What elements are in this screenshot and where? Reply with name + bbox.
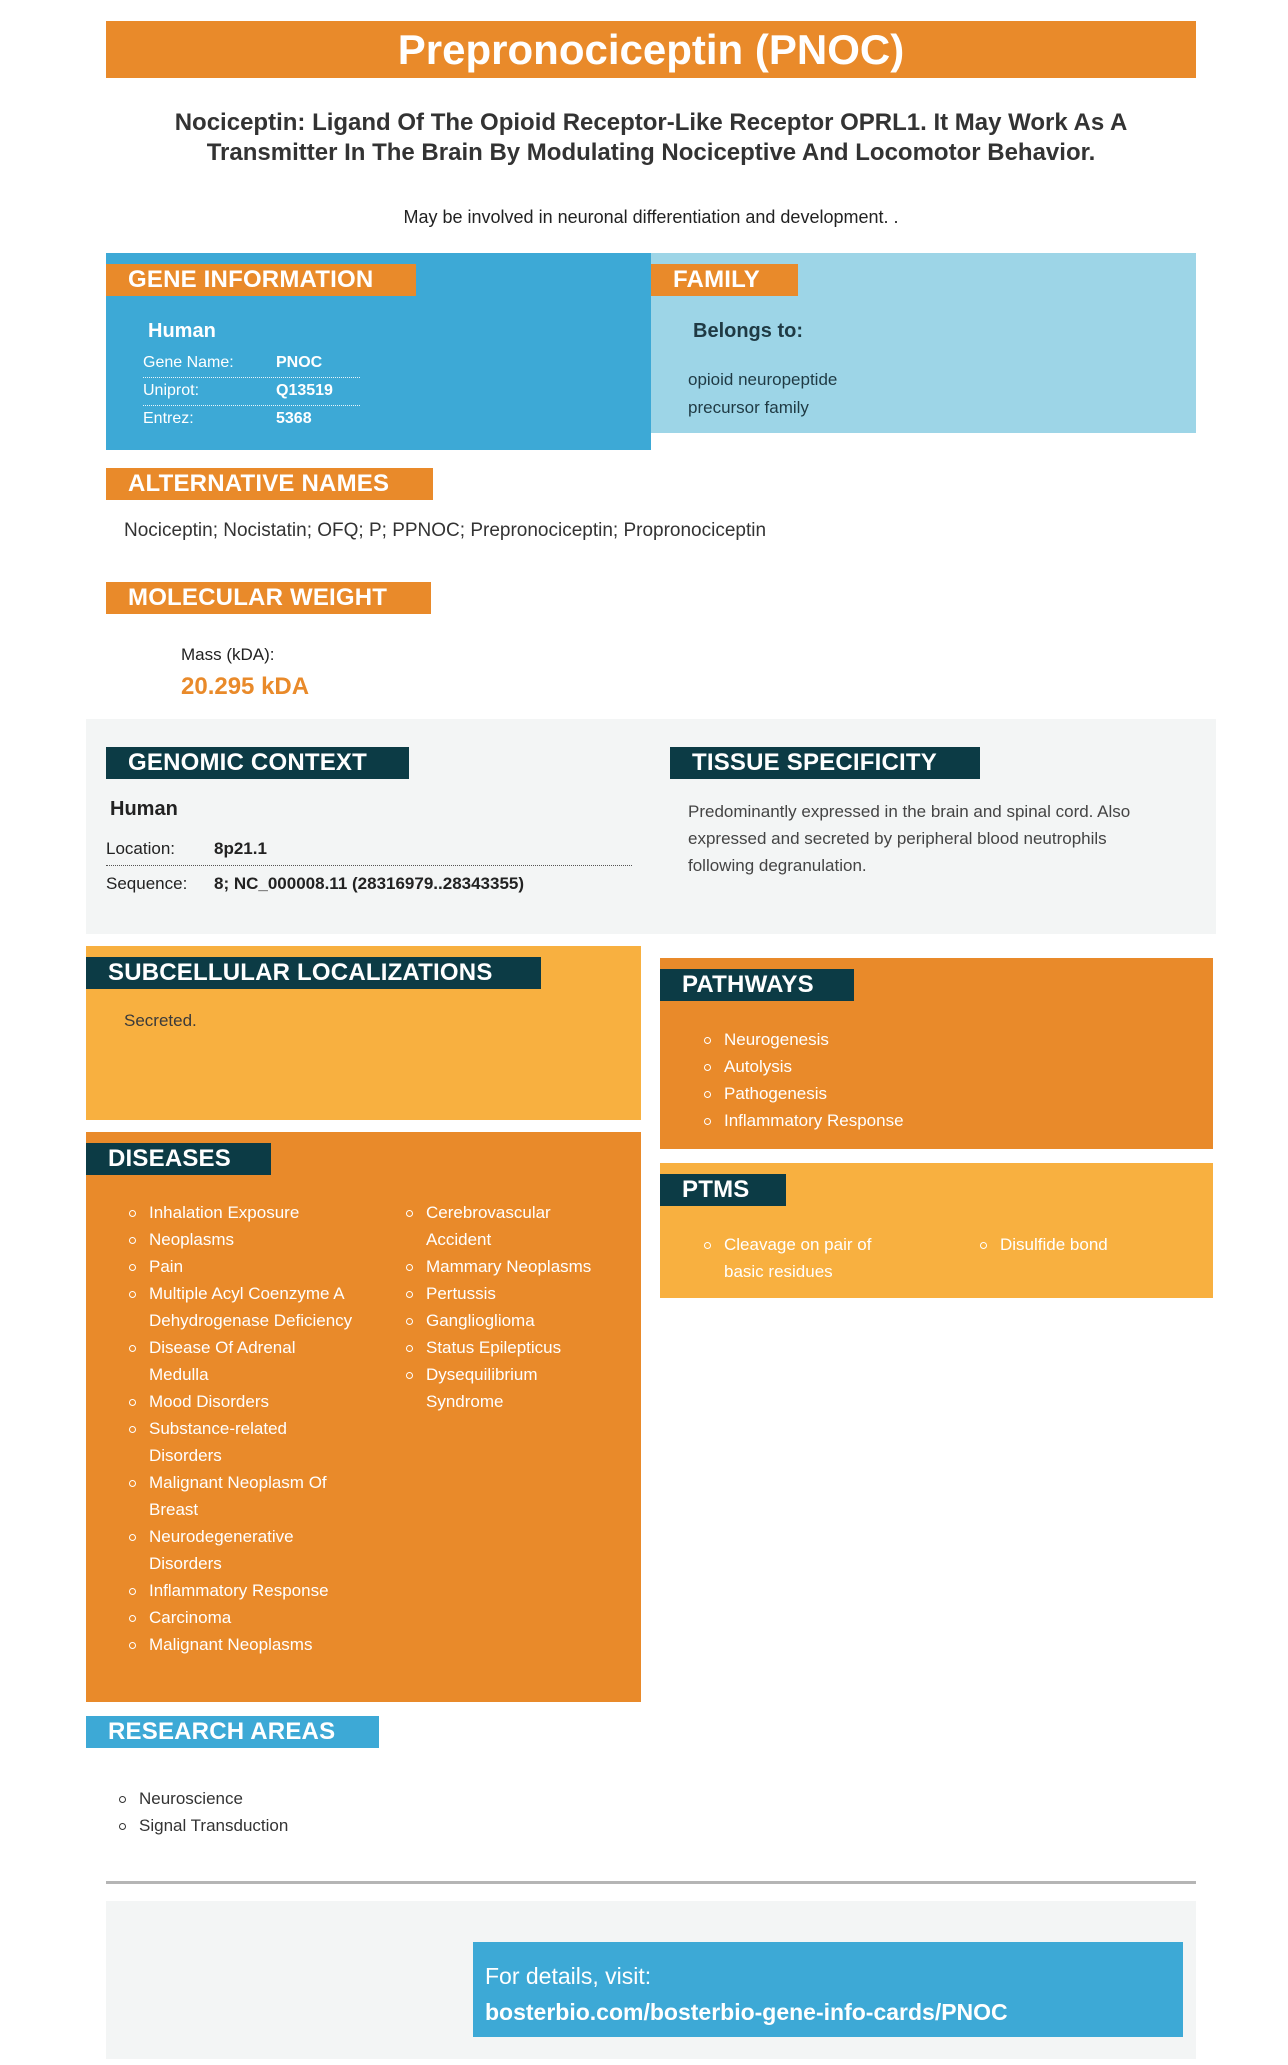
family-belongs-label: Belongs to:	[693, 320, 803, 342]
genomic-location-row	[106, 834, 632, 866]
list-item: Signal Transduction	[119, 1812, 288, 1839]
diseases-list-col2	[406, 1199, 616, 1415]
mass-value: 20.295 kDA	[181, 673, 310, 700]
list-item: Mood Disorders	[129, 1388, 359, 1415]
uniprot-label: Uniprot:	[143, 382, 200, 399]
list-item: Inflammatory Response	[704, 1107, 904, 1134]
mass-label: Mass (kDA):	[181, 645, 275, 664]
research-areas-list	[119, 1785, 288, 1839]
list-item: Disulfide bond	[980, 1231, 1180, 1258]
list-item: Malignant Neoplasms	[129, 1631, 359, 1658]
footer-link[interactable]: bosterbio.com/bosterbio-gene-info-cards/PNOC	[485, 1999, 1008, 2025]
uniprot-value: Q13519	[276, 382, 333, 399]
ptms-list-col1	[704, 1231, 894, 1285]
list-item: Neurogenesis	[704, 1026, 904, 1053]
alt-names-heading: ALTERNATIVE NAMES	[106, 468, 433, 500]
list-item: Autolysis	[704, 1053, 904, 1080]
list-item: Multiple Acyl Coenzyme A Dehydrogenase Deficiency	[129, 1280, 359, 1334]
pathways-list	[704, 1026, 904, 1134]
uniprot-row	[143, 378, 360, 406]
family-lines	[688, 366, 837, 422]
list-item: Inflammatory Response	[129, 1577, 359, 1604]
tissue-text: Predominantly expressed in the brain and spinal cord. Also expressed and secreted by peripheral blood neutrophils following degranulation.	[688, 802, 1131, 875]
tissue-heading: TISSUE SPECIFICITY	[670, 747, 980, 779]
alt-names-text: Nociceptin; Nocistatin; OFQ; P; PPNOC; Prepronociceptin; Propronociceptin	[124, 520, 767, 541]
page-description: May be involved in neuronal differentiation and development. .	[403, 207, 899, 227]
title-banner	[106, 21, 1196, 78]
list-item: Status Epilepticus	[406, 1334, 616, 1361]
research-areas-heading: RESEARCH AREAS	[86, 1716, 379, 1748]
genomic-context-heading: GENOMIC CONTEXT	[106, 747, 409, 779]
page-title: Prepronociceptin (PNOC)	[397, 26, 905, 73]
footer-link-box[interactable]	[473, 1942, 1183, 2037]
list-item: Malignant Neoplasm Of Breast	[129, 1469, 359, 1523]
footer-label: For details, visit:	[485, 1963, 652, 1989]
list-item: Neurodegenerative Disorders	[129, 1523, 359, 1577]
sequence-label: Sequence:	[106, 874, 188, 893]
pathways-heading: PATHWAYS	[660, 969, 854, 1001]
page-subtitle: Nociceptin: Ligand Of The Opioid Receptor-Like Receptor OPRL1. It May Work As A Transmitter In The Brain By Modulating Nociceptive And Locomotor Behavior.	[174, 109, 1128, 166]
list-item: Disease Of Adrenal Medulla	[129, 1334, 359, 1388]
list-item: Neoplasms	[129, 1226, 359, 1253]
family-line-2: precursor family	[688, 398, 809, 417]
list-item: Substance-related Disorders	[129, 1415, 359, 1469]
diseases-heading: DISEASES	[86, 1143, 271, 1175]
list-item: Cerebrovascular Accident	[406, 1199, 616, 1253]
sequence-value: 8; NC_000008.11 (28316979..28343355)	[214, 874, 525, 893]
list-item: Mammary Neoplasms	[406, 1253, 616, 1280]
list-item: Neuroscience	[119, 1785, 288, 1812]
footer-divider	[106, 1881, 1196, 1884]
list-item: Pathogenesis	[704, 1080, 904, 1107]
subcellular-heading: SUBCELLULAR LOCALIZATIONS	[86, 957, 541, 989]
location-label: Location:	[106, 839, 175, 858]
list-item: Pain	[129, 1253, 359, 1280]
genomic-sequence-row	[106, 870, 632, 898]
gene-name-row	[143, 350, 360, 378]
list-item: Inhalation Exposure	[129, 1199, 359, 1226]
entrez-label: Entrez:	[143, 410, 194, 427]
location-value: 8p21.1	[214, 839, 267, 858]
gene-info-species: Human	[148, 320, 216, 342]
family-heading: FAMILY	[651, 264, 798, 296]
list-item: Cleavage on pair of basic residues	[704, 1231, 894, 1285]
list-item: Dysequilibrium Syndrome	[406, 1361, 616, 1415]
entrez-row	[143, 406, 360, 434]
entrez-value: 5368	[276, 410, 312, 427]
gene-name-label: Gene Name:	[143, 354, 234, 371]
gene-info-heading: GENE INFORMATION	[106, 264, 416, 296]
gene-name-value: PNOC	[276, 354, 323, 371]
gene-info-table	[143, 350, 360, 434]
list-item: Ganglioglioma	[406, 1307, 616, 1334]
mol-weight-heading: MOLECULAR WEIGHT	[106, 582, 431, 614]
list-item: Pertussis	[406, 1280, 616, 1307]
genomic-species: Human	[110, 798, 178, 820]
ptms-heading: PTMS	[660, 1174, 786, 1206]
family-line-1: opioid neuropeptide	[688, 370, 838, 389]
list-item: Carcinoma	[129, 1604, 359, 1631]
diseases-list-col1	[129, 1199, 359, 1658]
ptms-list-col2	[980, 1231, 1180, 1258]
subcellular-text: Secreted.	[124, 1011, 197, 1030]
